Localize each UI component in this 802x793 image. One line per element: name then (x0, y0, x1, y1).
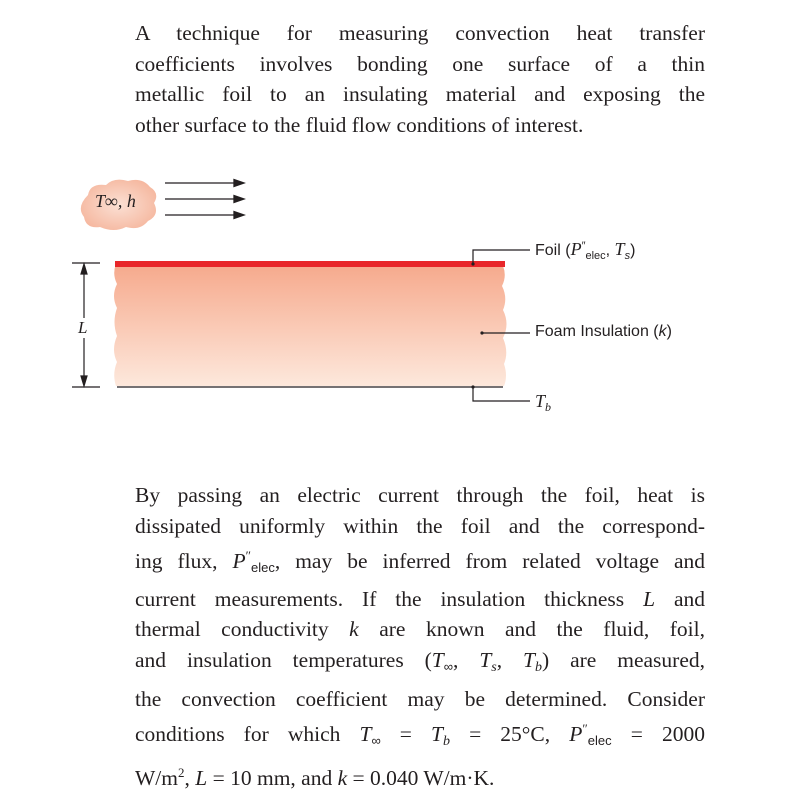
foam-label: Foam Insulation (k) (535, 323, 672, 340)
text-segment: dissipated uniformly within the foil and the correspond- (135, 513, 705, 538)
text-segment: k (337, 765, 348, 790)
text-segment: L (195, 765, 208, 790)
text-segment: elec (251, 560, 275, 576)
base-temperature-label: $T_b$ (535, 391, 552, 414)
text-segment: = 25°C, (450, 722, 570, 747)
text-segment: W/m (135, 765, 178, 790)
text-segment: = 0.040 W/m·K. (347, 765, 495, 790)
foam-insulation (114, 264, 507, 386)
text-segment: L (643, 586, 656, 611)
text-segment: T (359, 722, 372, 747)
text-segment: ) are measured, (542, 647, 705, 672)
text-segment: By passing an electric current through the foil, heat is (135, 483, 705, 507)
text-segment: and insulation temperatures ( (135, 647, 432, 672)
text-segment: P (569, 722, 583, 747)
fluid-label: T∞, h (95, 191, 136, 211)
text-segment: , (184, 765, 196, 790)
foil-label: Foil ($P''_{elec}$, $T_s$) (535, 239, 636, 262)
text-segment: metallic foil to an insulating material and exposing the (135, 82, 705, 107)
text-segment: are known and the fluid, foil, (358, 617, 705, 642)
text-segment: current measurements. If the insulation thickness (135, 586, 644, 611)
text-segment: b (443, 734, 450, 750)
text-segment: ″ (582, 721, 588, 737)
text-segment: k (349, 617, 359, 642)
text-segment: 2 (178, 764, 185, 780)
text-segment: ″ (245, 548, 251, 564)
foil (115, 261, 505, 267)
text-segment: ∞ (443, 658, 454, 674)
flow-arrows (165, 180, 244, 219)
text-segment: elec (587, 733, 612, 749)
text-segment: coefficients involves bonding one surface of a thin (135, 51, 705, 76)
text-segment: , (453, 647, 480, 672)
text-segment: , (496, 647, 524, 672)
text-segment: P (232, 549, 246, 574)
text-segment: T (431, 647, 444, 672)
text-segment: T (431, 722, 443, 747)
text-segment: thermal conductivity (135, 617, 350, 642)
text-segment: conditions for which (135, 722, 360, 747)
text-segment: the convection coefficient may be determined. Consider (135, 686, 705, 711)
thickness-label: L (78, 318, 88, 337)
text-segment: s (491, 659, 497, 675)
text-segment: ing flux, (135, 549, 233, 574)
text-segment: = 2000 (611, 722, 705, 747)
text-segment: b (535, 659, 543, 675)
text-segment: T (523, 647, 536, 672)
text-segment: T (479, 647, 492, 672)
text-segment: , may be inferred from related voltage and (274, 549, 706, 574)
text-segment: A technique for measuring convection heat transfer (135, 21, 705, 45)
text-segment: = 10 mm, and (207, 765, 338, 790)
text-segment: and (655, 586, 705, 611)
text-segment: = (380, 722, 432, 747)
text-segment: other surface to the fluid flow conditions of interest. (135, 112, 584, 137)
text-segment: ∞ (371, 733, 381, 749)
